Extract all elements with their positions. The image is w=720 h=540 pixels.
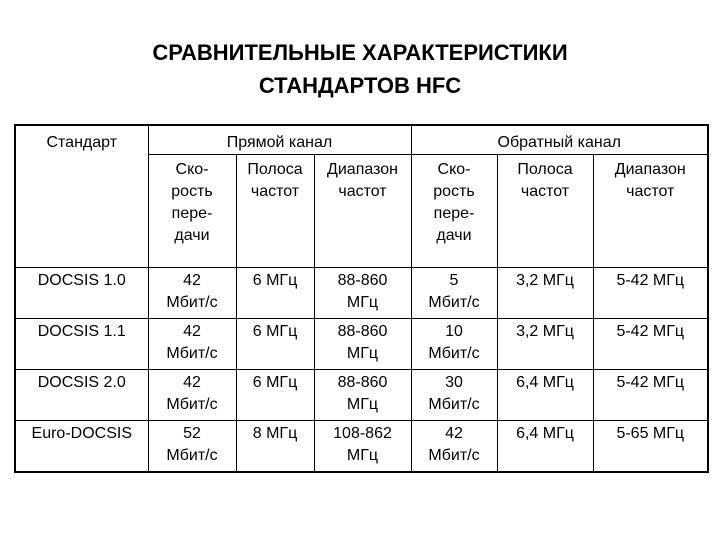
subheader-rev-range — [593, 155, 708, 268]
subheader-text: частот — [338, 183, 387, 200]
subheader-text: частот — [250, 183, 300, 200]
subheader-text: дачи — [174, 227, 210, 244]
title-line-1: СРАВНИТЕЛЬНЫЕ ХАРАКТЕРИСТИКИ — [152, 40, 568, 65]
header-row — [15, 125, 708, 155]
cell-text: 42 — [183, 374, 201, 391]
subheader-rev-speed — [411, 155, 497, 268]
header-forward-channel: Прямой канал — [148, 125, 411, 155]
hfc-comparison-table — [14, 124, 709, 473]
cell-text: 88-860 — [337, 272, 388, 289]
cell-text: 42 — [445, 425, 463, 442]
cell-fwd-range — [314, 370, 411, 421]
cell-text: МГц — [346, 294, 379, 311]
cell-text: 10 — [445, 323, 463, 340]
cell-text: 88-860 — [337, 323, 388, 340]
subheader-text: пере- — [433, 205, 475, 222]
subheader-text: Полоса — [517, 161, 573, 178]
subheader-text: Диапазон — [327, 161, 398, 178]
cell-rev-range: 5-42 МГц — [593, 370, 708, 421]
table-row — [15, 421, 708, 473]
subheader-text: дачи — [436, 227, 472, 244]
cell-text: 108-862 — [333, 425, 392, 442]
cell-text: Мбит/с — [166, 447, 218, 464]
cell-rev-bandwidth: 3,2 МГц — [497, 268, 593, 319]
cell-standard: DOCSIS 2.0 — [15, 370, 148, 421]
cell-text: Мбит/с — [428, 396, 480, 413]
cell-text: Мбит/с — [166, 396, 218, 413]
cell-fwd-speed — [148, 319, 236, 370]
cell-text: 42 — [183, 323, 201, 340]
cell-text: 88-860 — [337, 374, 388, 391]
cell-text: Мбит/с — [428, 345, 480, 362]
cell-text: МГц — [346, 345, 379, 362]
subheader-text: Полоса — [247, 161, 303, 178]
cell-text: Мбит/с — [428, 294, 480, 311]
page-title — [0, 36, 720, 102]
subheader-text: частот — [626, 183, 675, 200]
cell-rev-bandwidth: 6,4 МГц — [497, 421, 593, 473]
cell-fwd-range — [314, 421, 411, 473]
table-row — [15, 370, 708, 421]
cell-rev-range: 5-42 МГц — [593, 319, 708, 370]
cell-fwd-bandwidth: 6 МГц — [236, 319, 314, 370]
cell-text: 52 — [183, 425, 201, 442]
subheader-text: Ско- — [175, 161, 209, 178]
subheader-text: пере- — [171, 205, 213, 222]
cell-rev-range: 5-65 МГц — [593, 421, 708, 473]
cell-rev-bandwidth: 3,2 МГц — [497, 319, 593, 370]
cell-fwd-speed — [148, 370, 236, 421]
subheader-text: Ско- — [437, 161, 471, 178]
cell-rev-speed — [411, 421, 497, 473]
cell-fwd-range — [314, 268, 411, 319]
subheader-text: рость — [171, 183, 213, 200]
cell-fwd-bandwidth: 6 МГц — [236, 268, 314, 319]
cell-rev-range: 5-42 МГц — [593, 268, 708, 319]
cell-text: 30 — [445, 374, 463, 391]
subheader-rev-bandwidth — [497, 155, 593, 268]
subheader-fwd-range — [314, 155, 411, 268]
cell-standard: DOCSIS 1.1 — [15, 319, 148, 370]
cell-fwd-speed — [148, 268, 236, 319]
cell-text: 5 — [449, 272, 459, 289]
cell-standard: DOCSIS 1.0 — [15, 268, 148, 319]
cell-rev-speed — [411, 319, 497, 370]
cell-text: Мбит/с — [166, 294, 218, 311]
table-row — [15, 319, 708, 370]
cell-rev-bandwidth: 6,4 МГц — [497, 370, 593, 421]
subheader-text: рость — [433, 183, 475, 200]
cell-rev-speed — [411, 370, 497, 421]
cell-fwd-bandwidth: 6 МГц — [236, 370, 314, 421]
cell-text: МГц — [346, 396, 379, 413]
cell-standard: Euro-DOCSIS — [15, 421, 148, 473]
cell-text: Мбит/с — [166, 345, 218, 362]
subheader-text: Диапазон — [614, 161, 686, 178]
table-row — [15, 268, 708, 319]
cell-text: 42 — [183, 272, 201, 289]
subheader-fwd-speed — [148, 155, 236, 268]
header-reverse-channel: Обратный канал — [411, 125, 708, 155]
cell-fwd-bandwidth: 8 МГц — [236, 421, 314, 473]
cell-fwd-speed — [148, 421, 236, 473]
cell-text: МГц — [346, 447, 379, 464]
header-standard: Стандарт — [15, 125, 148, 268]
cell-text: Мбит/с — [428, 447, 480, 464]
cell-rev-speed — [411, 268, 497, 319]
subheader-fwd-bandwidth — [236, 155, 314, 268]
subheader-text: частот — [520, 183, 570, 200]
cell-fwd-range — [314, 319, 411, 370]
title-line-2: СТАНДАРТОВ HFC — [258, 73, 462, 98]
